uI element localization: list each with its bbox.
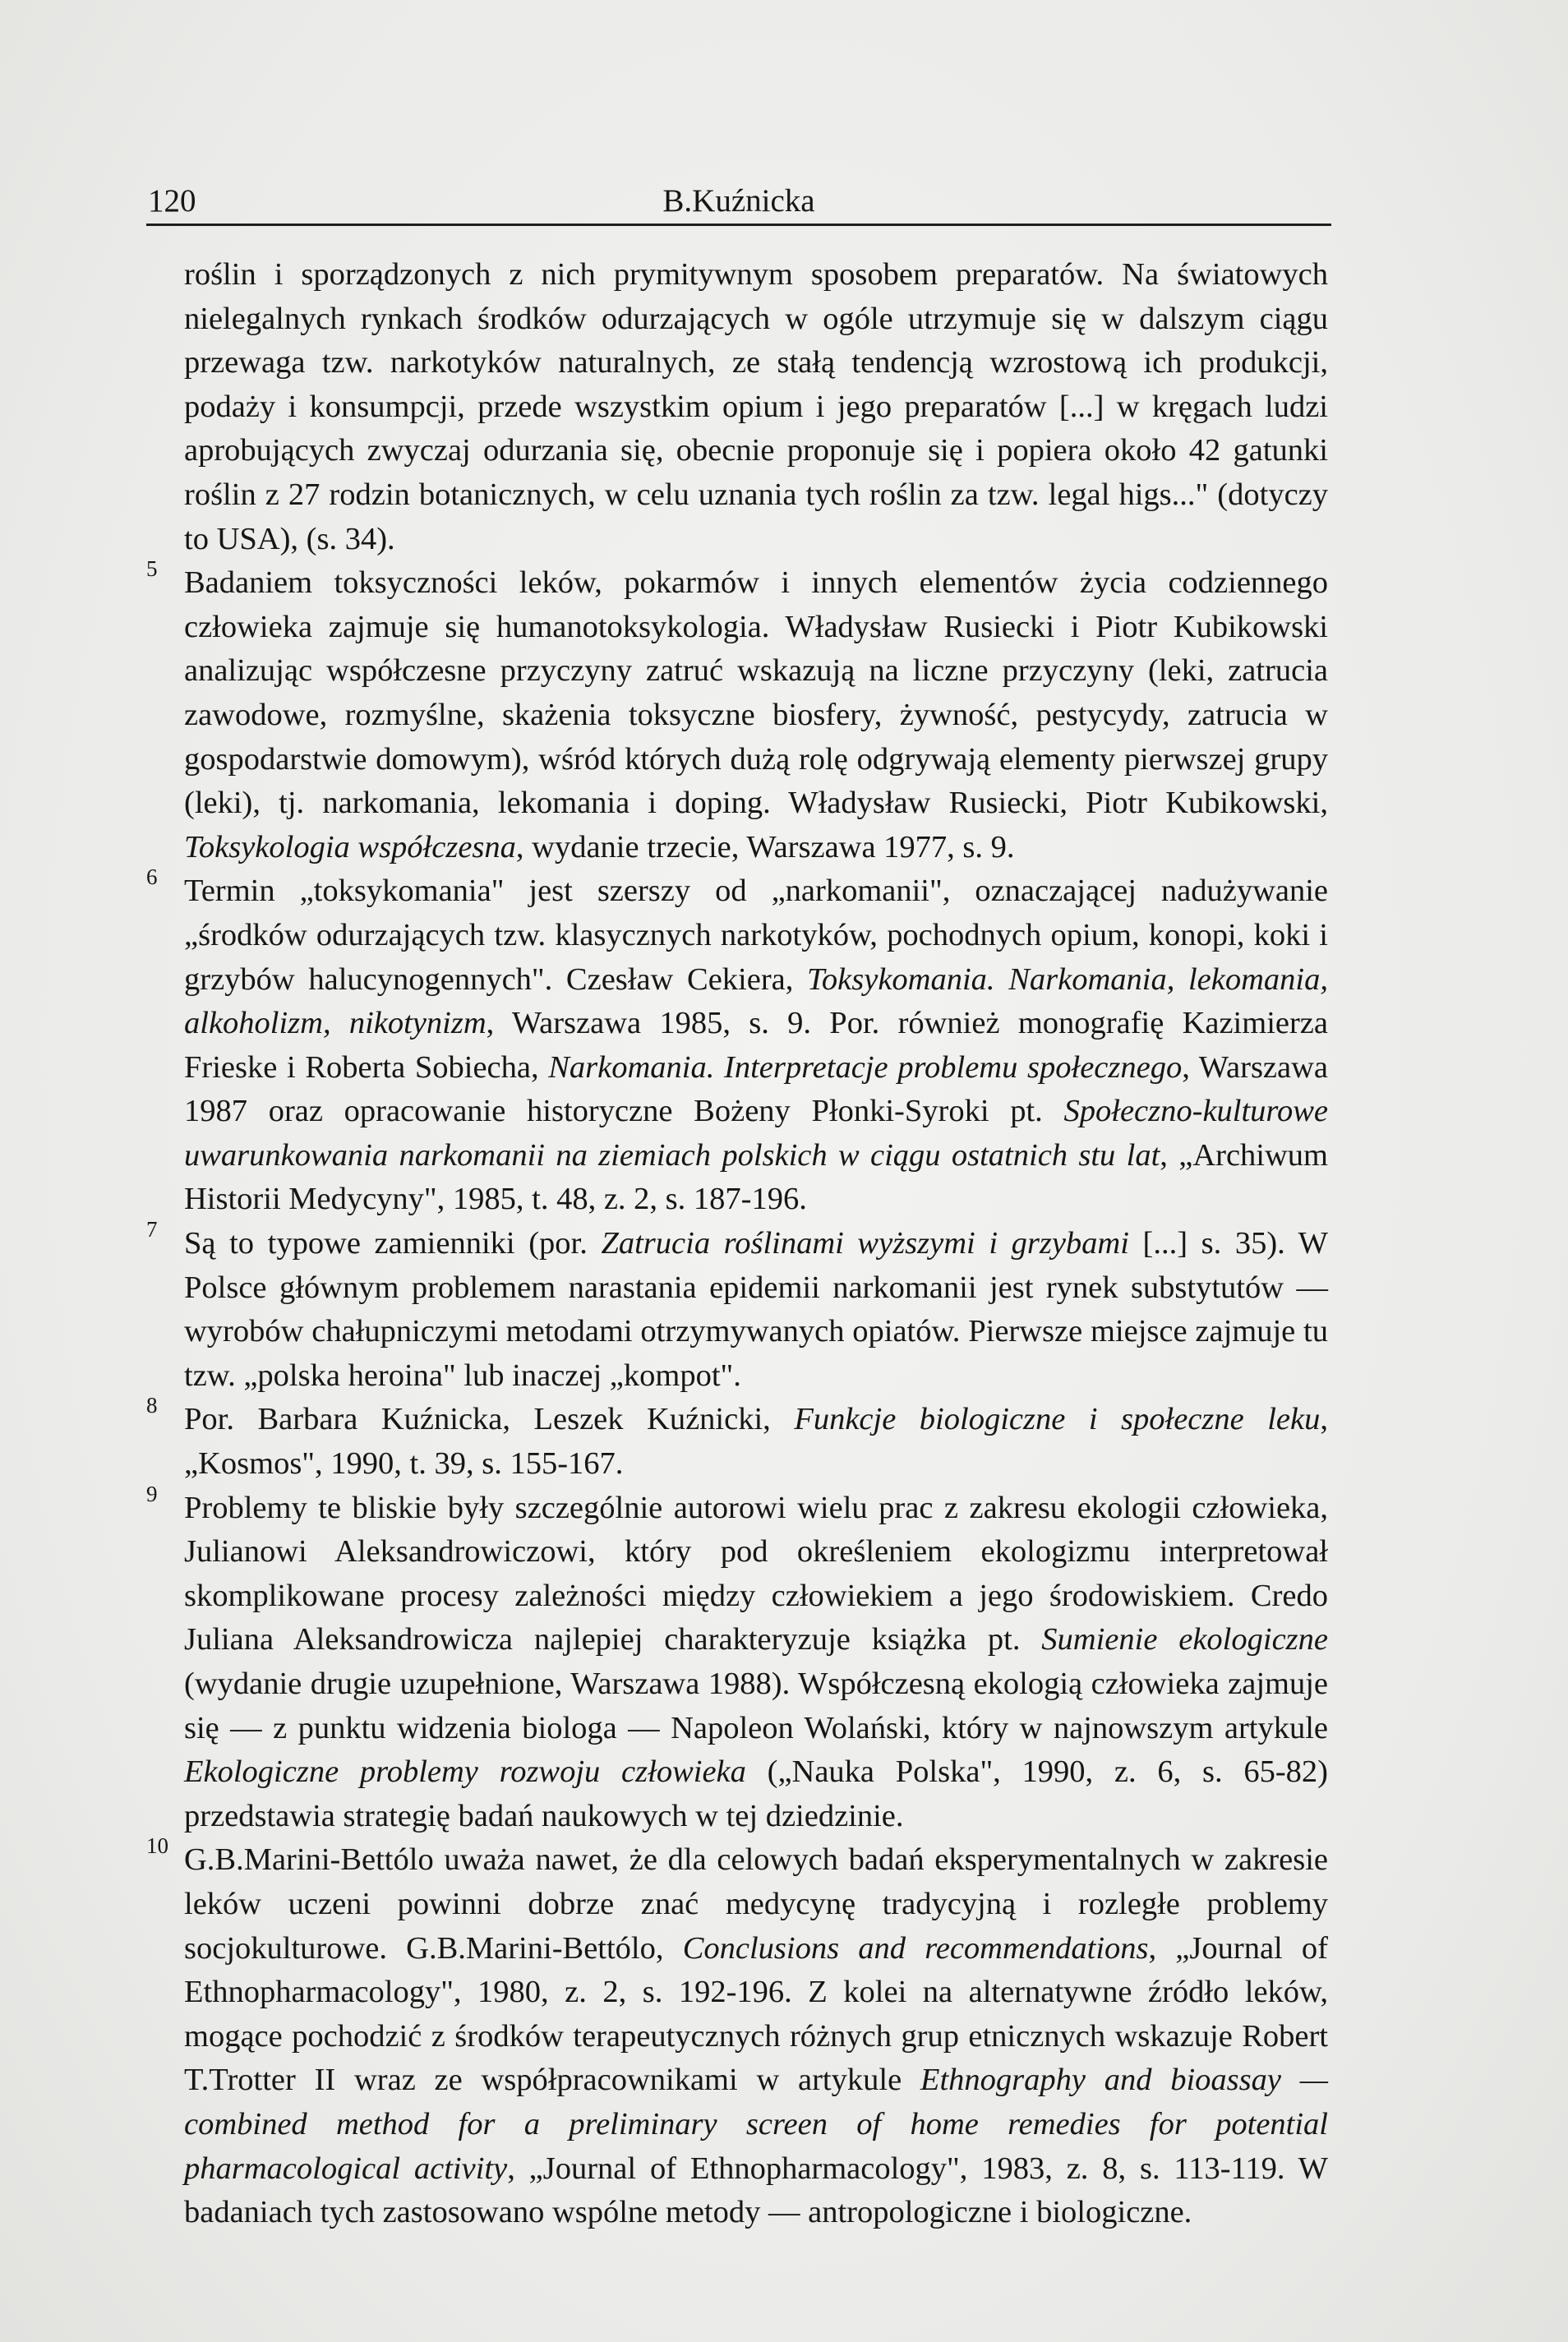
footnote-number: 8 — [146, 1393, 158, 1418]
footnote-text: , wydanie trzecie, Warszawa 1977, s. 9. — [515, 829, 1015, 864]
footnote-text: Por. Barbara Kuźnicka, Leszek Kuźnicki, — [184, 1402, 795, 1437]
italic-title-text: Funkcje biologiczne i społeczne leku — [794, 1402, 1321, 1437]
footnote — [146, 1833, 1328, 2234]
page-header — [146, 179, 1331, 226]
footnote — [146, 1217, 1328, 1398]
footnote-text: G.B.Marini-Bettólo uważa nawet, że dla celowych badań eksperymentalnych w zakresie leków uczeni powinni dobrze znać medycynę tradycyjną i rozległe problemy socjokulturowe. G.B.Marini-Bettólo, — [184, 1842, 1328, 1966]
footnote — [146, 556, 1328, 869]
footnote-number: 6 — [146, 864, 158, 890]
italic-title-text: Toksykomania. Narkomania, lekomania, alkoholizm, nikotynizm — [184, 961, 1328, 1041]
footnote — [146, 1481, 1328, 1839]
footnote-text: (wydanie drugie uzupełnione, Warszawa 1988). Współczesną ekologią człowieka zajmuje się — z punktu widzenia biologa — Napoleon Wolański, który w najnowszym artykule — [184, 1667, 1328, 1745]
italic-title-text: Conclusions and recommendations — [682, 1930, 1149, 1966]
running-head: B.Kuźnicka — [662, 183, 815, 219]
footnote-continuation — [184, 253, 1328, 561]
footnote-text: , „Archiwum Historii Medycyny", 1985, t. 48, z. 2, s. 187-196. — [184, 1137, 1329, 1217]
footnote-text: („Nauka Polska", 1990, z. 6, s. 65-82) przedstawia strategię badań naukowych w tej dziedzinie. — [184, 1754, 1328, 1833]
footnote-text: [...] s. 35). W Polsce głównym problemem narastania epidemii narkomanii jest rynek substytutów — wyrobów chałupniczymi metodami otrzymywanych opiatów. Pierwsze miejsce zajmuje tu tzw. „polska heroina" lub inaczej „kompot". — [184, 1226, 1328, 1393]
footnote-text: Termin „toksykomania" jest szerszy od „narkomanii", oznaczającej nadużywanie „środków odurzających tzw. klasycznych narkotyków, pochodnych opium, konopi, koki i grzybów halucynogennych". Czesław Cekiera, — [184, 874, 1328, 997]
footnote-number: 10 — [146, 1833, 168, 1859]
italic-title-text: Sumienie ekologiczne — [1041, 1622, 1328, 1657]
italic-title-text: Narkomania. Interpretacje problemu społecznego — [548, 1049, 1183, 1085]
footnote-text: Badaniem toksyczności leków, pokarmów i innych elementów życia codziennego człowieka zajmuje się humanotoksykologia. Władysław Rusiecki i Piotr Kubikowski analizując współczesne przyczyny zatruć wskazują na liczne przyczyny (leki, zatrucia zawodowe, rozmyślne, skażenia toksyczne biosfery, żywność, pestycydy, zatrucia w gospodarstwie domowym), wśród których dużą rolę odgrywają elementy pierwszej grupy (leki), tj. narkomania, lekomania i doping. Władysław Rusiecki, Piotr Kubikowski, — [184, 565, 1328, 821]
page-number: 120 — [148, 183, 196, 219]
italic-title-text: Ethnography and bioassay — combined method for a preliminary screen of home remedies for potential pharmacological activity — [184, 2063, 1328, 2186]
footnote-text: Problemy te bliskie były szczególnie autorowi wielu prac z zakresu ekologii człowieka, Julianowi Aleksandrowiczowi, który pod określeniem ekologizmu interpretował skomplikowane procesy zależności między człowiekiem a jego środowiskiem. Credo Juliana Aleksandrowicza najlepiej charakteryzuje książka pt. — [184, 1490, 1328, 1657]
italic-title-text: Zatrucia roślinami wyższymi i grzybami — [601, 1226, 1129, 1261]
footnote — [146, 864, 1329, 1222]
footnote-body — [146, 253, 1329, 2235]
footnote-text: Są to typowe zamienniki (por. — [184, 1226, 602, 1261]
footnote-number: 7 — [146, 1217, 158, 1242]
footnote — [146, 1393, 1328, 1486]
footnote-number: 5 — [146, 556, 158, 582]
footnote-text: , „Kosmos", 1990, t. 39, s. 155-167. — [184, 1402, 1328, 1482]
italic-title-text: Toksykologia współczesna — [184, 829, 516, 864]
footnote-number: 9 — [146, 1481, 158, 1506]
footnote-text: , „Journal of Ethnopharmacology", 1983, z. 8, s. 113-119. W badaniach tych zastosowano wspólne metody — antropologiczne i biologiczne. — [184, 2151, 1328, 2230]
italic-title-text: Społeczno-kulturowe uwarunkowania narkomanii na ziemiach polskich w ciągu ostatnich stu lat — [184, 1094, 1328, 1173]
footnote-list — [146, 556, 1329, 2235]
footnote-text: , „Journal of Ethnopharmacology", 1980, z. 2, s. 192-196. Z kolei na alternatywne źródło leków, mogące pochodzić z środków terapeutycznych różnych grup etnicznych wskazuje Robert T.Trotter II wraz ze współpracownikami w artykule — [184, 1930, 1328, 2098]
footnote-text: , Warszawa 1987 oraz opracowanie historyczne Bożeny Płonki-Syroki pt. — [184, 1049, 1328, 1129]
italic-title-text: Ekologiczne problemy rozwoju człowieka — [184, 1754, 746, 1790]
footnote-text: , Warszawa 1985, s. 9. Por. również monografię Kazimierza Frieske i Roberta Sobiecha, — [184, 1006, 1328, 1085]
footnote-text: roślin i sporządzonych z nich prymitywnym sposobem preparatów. Na światowych nielegalnych rynkach środków odurzających w ogóle utrzymuje się w dalszym ciągu przewaga tzw. narkotyków naturalnych, ze stałą tendencją wzrostową ich produkcji, podaży i konsumpcji, przede wszystkim opium i jego preparatów [...] w kręgach ludzi aprobujących zwyczaj odurzania się, obecnie proponuje się i popiera około 42 gatunki roślin z 27 rodzin botanicznych, w celu uznania tych roślin za tzw. legal higs..." (dotyczy to USA), (s. 34). — [184, 257, 1328, 556]
